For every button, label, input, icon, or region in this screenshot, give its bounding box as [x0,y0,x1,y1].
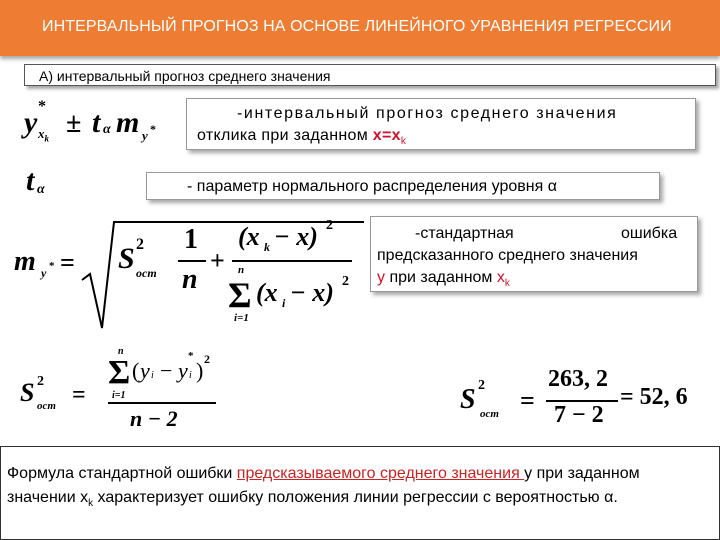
explanation-sub: k [88,498,94,510]
se-line1a: -стандартная [415,225,514,242]
title-bar [0,0,720,56]
result-numerator: 263, 2 [548,366,608,392]
explanation-part2: у при заданном значении x [7,465,640,506]
interval-line2-sub: k [400,136,407,148]
interval-line2 [197,125,406,152]
explanation-part3: характеризует ошибку положения линии регрессии с вероятностью α. [93,489,618,506]
se-line2: предсказанного среднего значения [377,247,638,264]
t-alpha-symbol: t α [26,164,45,197]
result-value: = 52, 6 [620,384,688,410]
standard-error-description-box [370,216,698,292]
page-title: ИНТЕРВАЛЬНЫЙ ПРОГНОЗ НА ОСНОВЕ ЛИНЕЙНОГО УРАВНЕНИЯ РЕГРЕССИИ [42,18,672,35]
subtitle-box [24,64,716,86]
interval-description-box [186,98,696,150]
interval-line1: -интервальный прогноз среднего значения [237,105,618,122]
explanation-part1: Формула стандартной ошибки [7,465,237,482]
explanation-box [0,446,720,540]
explanation-text [7,462,707,516]
residual-variance-formula: S 2 ост = Σ n i=1 ( y i − y * i ) 2 n − 2 [20,346,230,436]
standard-error-formula: m y * = S 2 ост 1 n + (x k − x) 2 Σ n i=1 (x i − x) 2 [14,210,364,340]
se-line3 [377,267,510,294]
result-lhs-sub: ост [480,408,499,420]
explanation-link[interactable]: предсказываемого среднего значения [236,465,525,482]
t-alpha-description-box [146,172,660,200]
t-alpha-text: - параметр нормального распределения уровня α [187,178,557,195]
interval-line2-var: x=x [372,127,401,144]
se-line1b: ошибка [621,225,678,242]
result-formula: S 2 ост = 263, 2 7 − 2 = 52, 6 [460,366,688,428]
result-lhs: S [460,384,476,415]
se-line3-var: y [377,269,385,286]
subtitle: А) интервальный прогноз среднего значения [39,68,331,84]
result-lhs-sup: 2 [478,378,485,393]
result-denominator: 7 − 2 [554,402,604,428]
se-line3-x: x [496,269,505,286]
se-line3-sub: k [504,278,510,290]
interval-formula: y * $x_k$ ± t α m y * [24,98,156,144]
se-line3-text: при заданном [385,269,497,286]
interval-line2-text: отклика при заданном [197,127,373,144]
